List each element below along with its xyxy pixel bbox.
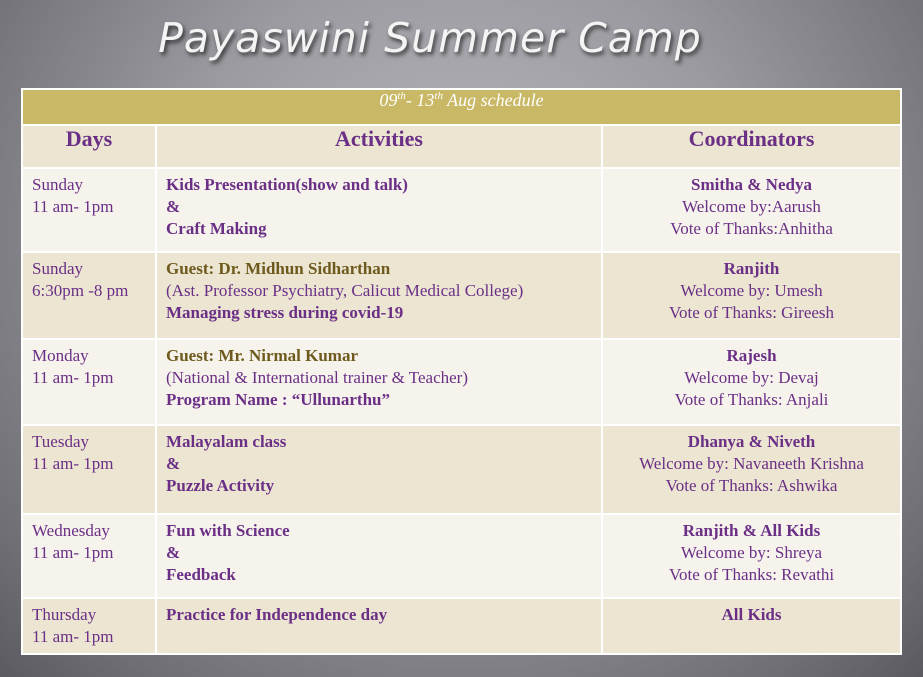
activity-line: Kids Presentation(show and talk) — [166, 175, 408, 194]
vote-of-thanks: Vote of Thanks: Gireesh — [668, 303, 835, 322]
coordinator-cell — [602, 168, 901, 252]
banner-end: 13 — [416, 90, 435, 110]
coordinator-cell — [602, 514, 901, 598]
day-cell — [22, 425, 156, 514]
banner-start-suffix: th — [397, 90, 406, 102]
coordinator-cell — [602, 252, 901, 339]
session-topic: Managing stress during covid-19 — [166, 303, 404, 322]
vote-of-thanks: Vote of Thanks:Anhitha — [670, 219, 833, 238]
day-cell — [22, 598, 156, 654]
page-title: Payaswini Summer Camp — [158, 14, 702, 62]
table-row — [22, 252, 901, 339]
coordinator-cell — [602, 339, 901, 425]
guest-name: Guest: Dr. Midhun Sidharthan — [166, 259, 391, 278]
banner-rest: Aug schedule — [442, 90, 544, 110]
day-name: Thursday — [32, 605, 97, 624]
coordinator-name: Rajesh — [726, 346, 777, 365]
program-name: Program Name : “Ullunarthu” — [166, 390, 390, 409]
day-time: 11 am- 1pm — [32, 197, 114, 216]
guest-title: (Ast. Professor Psychiatry, Calicut Medical College) — [166, 281, 524, 300]
activity-cell — [156, 339, 602, 425]
activity-line: Craft Making — [166, 219, 267, 238]
welcome-by: Welcome by: Shreya — [680, 543, 823, 562]
day-name: Tuesday — [32, 432, 89, 451]
table-row — [22, 514, 901, 598]
activity-line: Puzzle Activity — [166, 476, 275, 495]
schedule-banner — [22, 89, 901, 125]
activity-cell — [156, 514, 602, 598]
activity-line: Feedback — [166, 565, 236, 584]
coordinator-name: Smitha & Nedya — [691, 175, 812, 194]
welcome-by: Welcome by:Aarush — [682, 197, 821, 216]
activity-line: Fun with Science — [166, 521, 290, 540]
day-name: Monday — [32, 346, 89, 365]
day-time: 11 am- 1pm — [32, 368, 114, 387]
activity-line: & — [166, 197, 181, 216]
table-row — [22, 425, 901, 514]
coordinator-name: Dhanya & Niveth — [687, 432, 816, 451]
activity-line: Practice for Independence day — [166, 605, 388, 624]
coordinator-cell — [602, 598, 901, 654]
welcome-by: Welcome by: Navaneeth Krishna — [639, 454, 864, 473]
header-activities: Activities — [156, 125, 602, 168]
activity-line: & — [166, 454, 181, 473]
vote-of-thanks: Vote of Thanks: Revathi — [668, 565, 835, 584]
welcome-by: Welcome by: Devaj — [684, 368, 819, 387]
table-row — [22, 598, 901, 654]
day-cell — [22, 168, 156, 252]
day-name: Sunday — [32, 259, 83, 278]
activity-cell — [156, 598, 602, 654]
header-coordinators: Coordinators — [602, 125, 901, 168]
banner-start: 09 — [379, 90, 398, 110]
banner-end-suffix: th — [434, 90, 443, 102]
activity-cell — [156, 425, 602, 514]
day-time: 11 am- 1pm — [32, 627, 114, 646]
header-days: Days — [22, 125, 156, 168]
table-row — [22, 339, 901, 425]
day-name: Wednesday — [32, 521, 110, 540]
day-time: 11 am- 1pm — [32, 543, 114, 562]
activity-line: & — [166, 543, 181, 562]
day-time: 11 am- 1pm — [32, 454, 114, 473]
guest-name: Guest: Mr. Nirmal Kumar — [166, 346, 359, 365]
guest-title: (National & International trainer & Teacher) — [166, 368, 468, 387]
banner-separator: - — [405, 90, 417, 110]
day-time: 6:30pm -8 pm — [32, 281, 129, 300]
day-name: Sunday — [32, 175, 83, 194]
activity-cell — [156, 252, 602, 339]
schedule-banner-row — [22, 89, 901, 125]
vote-of-thanks: Vote of Thanks: Ashwika — [665, 476, 838, 495]
coordinator-name: Ranjith & All Kids — [682, 521, 821, 540]
vote-of-thanks: Vote of Thanks: Anjali — [674, 390, 829, 409]
activity-cell — [156, 168, 602, 252]
header-row — [22, 125, 901, 168]
schedule-table — [21, 88, 902, 655]
day-cell — [22, 514, 156, 598]
coordinator-name: All Kids — [721, 605, 782, 624]
day-cell — [22, 252, 156, 339]
coordinator-cell — [602, 425, 901, 514]
table-row — [22, 168, 901, 252]
day-cell — [22, 339, 156, 425]
welcome-by: Welcome by: Umesh — [680, 281, 823, 300]
coordinator-name: Ranjith — [723, 259, 780, 278]
activity-line: Malayalam class — [166, 432, 287, 451]
